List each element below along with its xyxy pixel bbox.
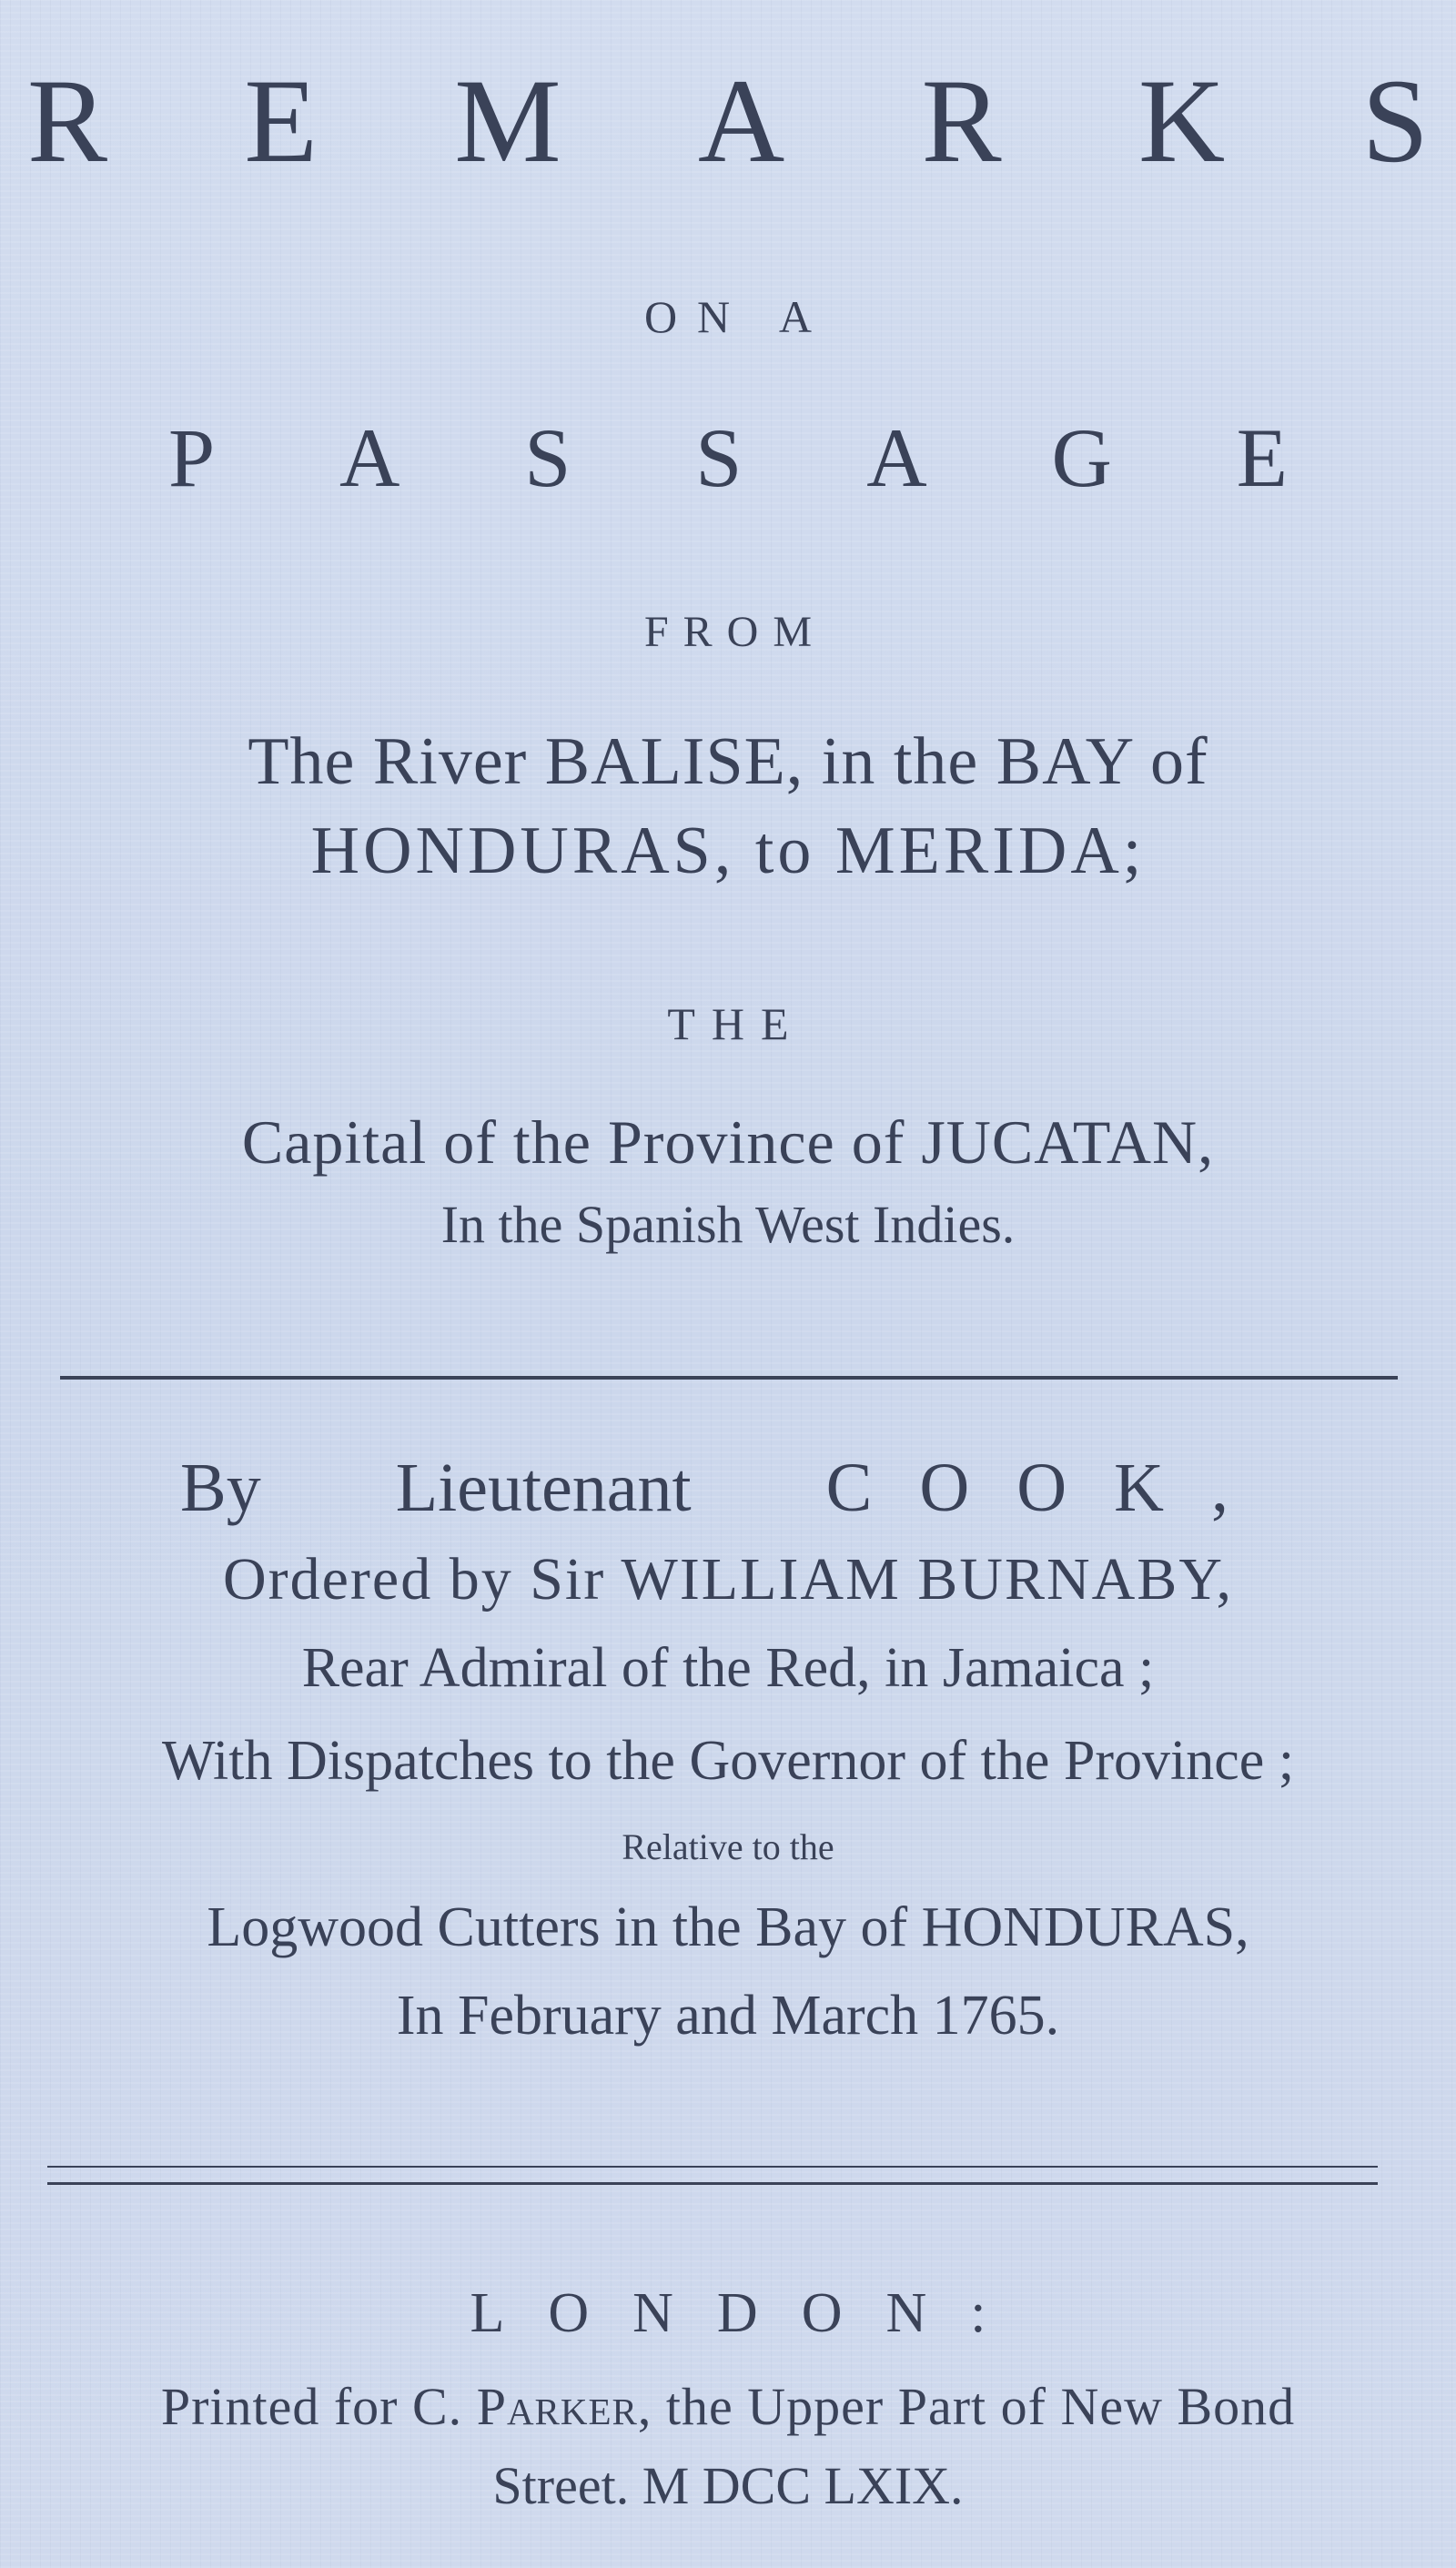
subtitle-on-a: ON A xyxy=(643,291,833,342)
passage-letter: E xyxy=(1236,411,1288,504)
imprint-city: LONDON: xyxy=(470,2282,1030,2344)
author-line xyxy=(0,1442,1456,1533)
passage-letter: S xyxy=(695,411,743,504)
printed-address: the Upper Part of New Bond xyxy=(665,2377,1296,2436)
spanish-west-indies-line: In the Spanish West Indies. xyxy=(440,1195,1016,1254)
title-letter: A xyxy=(697,54,785,187)
route-line-honduras: HONDURAS, to MERIDA; xyxy=(310,814,1146,888)
logwood-line: Logwood Cutters in the Bay of HONDURAS, xyxy=(207,1896,1249,1958)
title-remarks xyxy=(0,53,1456,189)
passage-letter: S xyxy=(524,411,571,504)
printed-for: Printed for C. xyxy=(160,2377,463,2436)
author-name: COOK, xyxy=(825,1450,1276,1526)
subtitle-from: FROM xyxy=(643,608,827,656)
double-rule-top xyxy=(47,2166,1378,2168)
imprint-street-date: Street. M DCC LXIX. xyxy=(492,2456,964,2515)
printer-name: Parker, xyxy=(476,2377,652,2436)
title-letter: R xyxy=(921,54,1002,187)
dispatches-line: With Dispatches to the Governor of the Province ; xyxy=(161,1730,1295,1792)
passage-letter: G xyxy=(1051,411,1112,504)
double-rule-bottom xyxy=(47,2182,1378,2185)
capital-line: Capital of the Province of JUCATAN, xyxy=(241,1107,1215,1177)
passage-letter: A xyxy=(339,411,400,504)
title-letter: K xyxy=(1138,54,1226,187)
subtitle-the: THE xyxy=(667,998,805,1049)
date-line: In February and March 1765. xyxy=(396,1985,1060,2047)
passage-letter: P xyxy=(168,411,216,504)
passage-letter: A xyxy=(866,411,927,504)
title-letter: R xyxy=(27,54,108,187)
author-rank: Lieutenant xyxy=(395,1450,692,1526)
rear-admiral-line: Rear Admiral of the Red, in Jamaica ; xyxy=(301,1637,1155,1699)
route-line-river: The River BALISE, in the BAY of xyxy=(248,724,1208,799)
title-letter: S xyxy=(1361,54,1429,187)
title-letter: E xyxy=(244,54,318,187)
imprint-printer-line xyxy=(0,2369,1456,2445)
divider-rule xyxy=(60,1376,1398,1380)
title-letter: M xyxy=(454,54,561,187)
by-word: By xyxy=(180,1450,261,1526)
relative-line: Relative to the xyxy=(622,1826,834,1867)
title-passage xyxy=(0,408,1456,508)
ordered-by-line: Ordered by Sir WILLIAM BURNABY, xyxy=(223,1546,1233,1613)
